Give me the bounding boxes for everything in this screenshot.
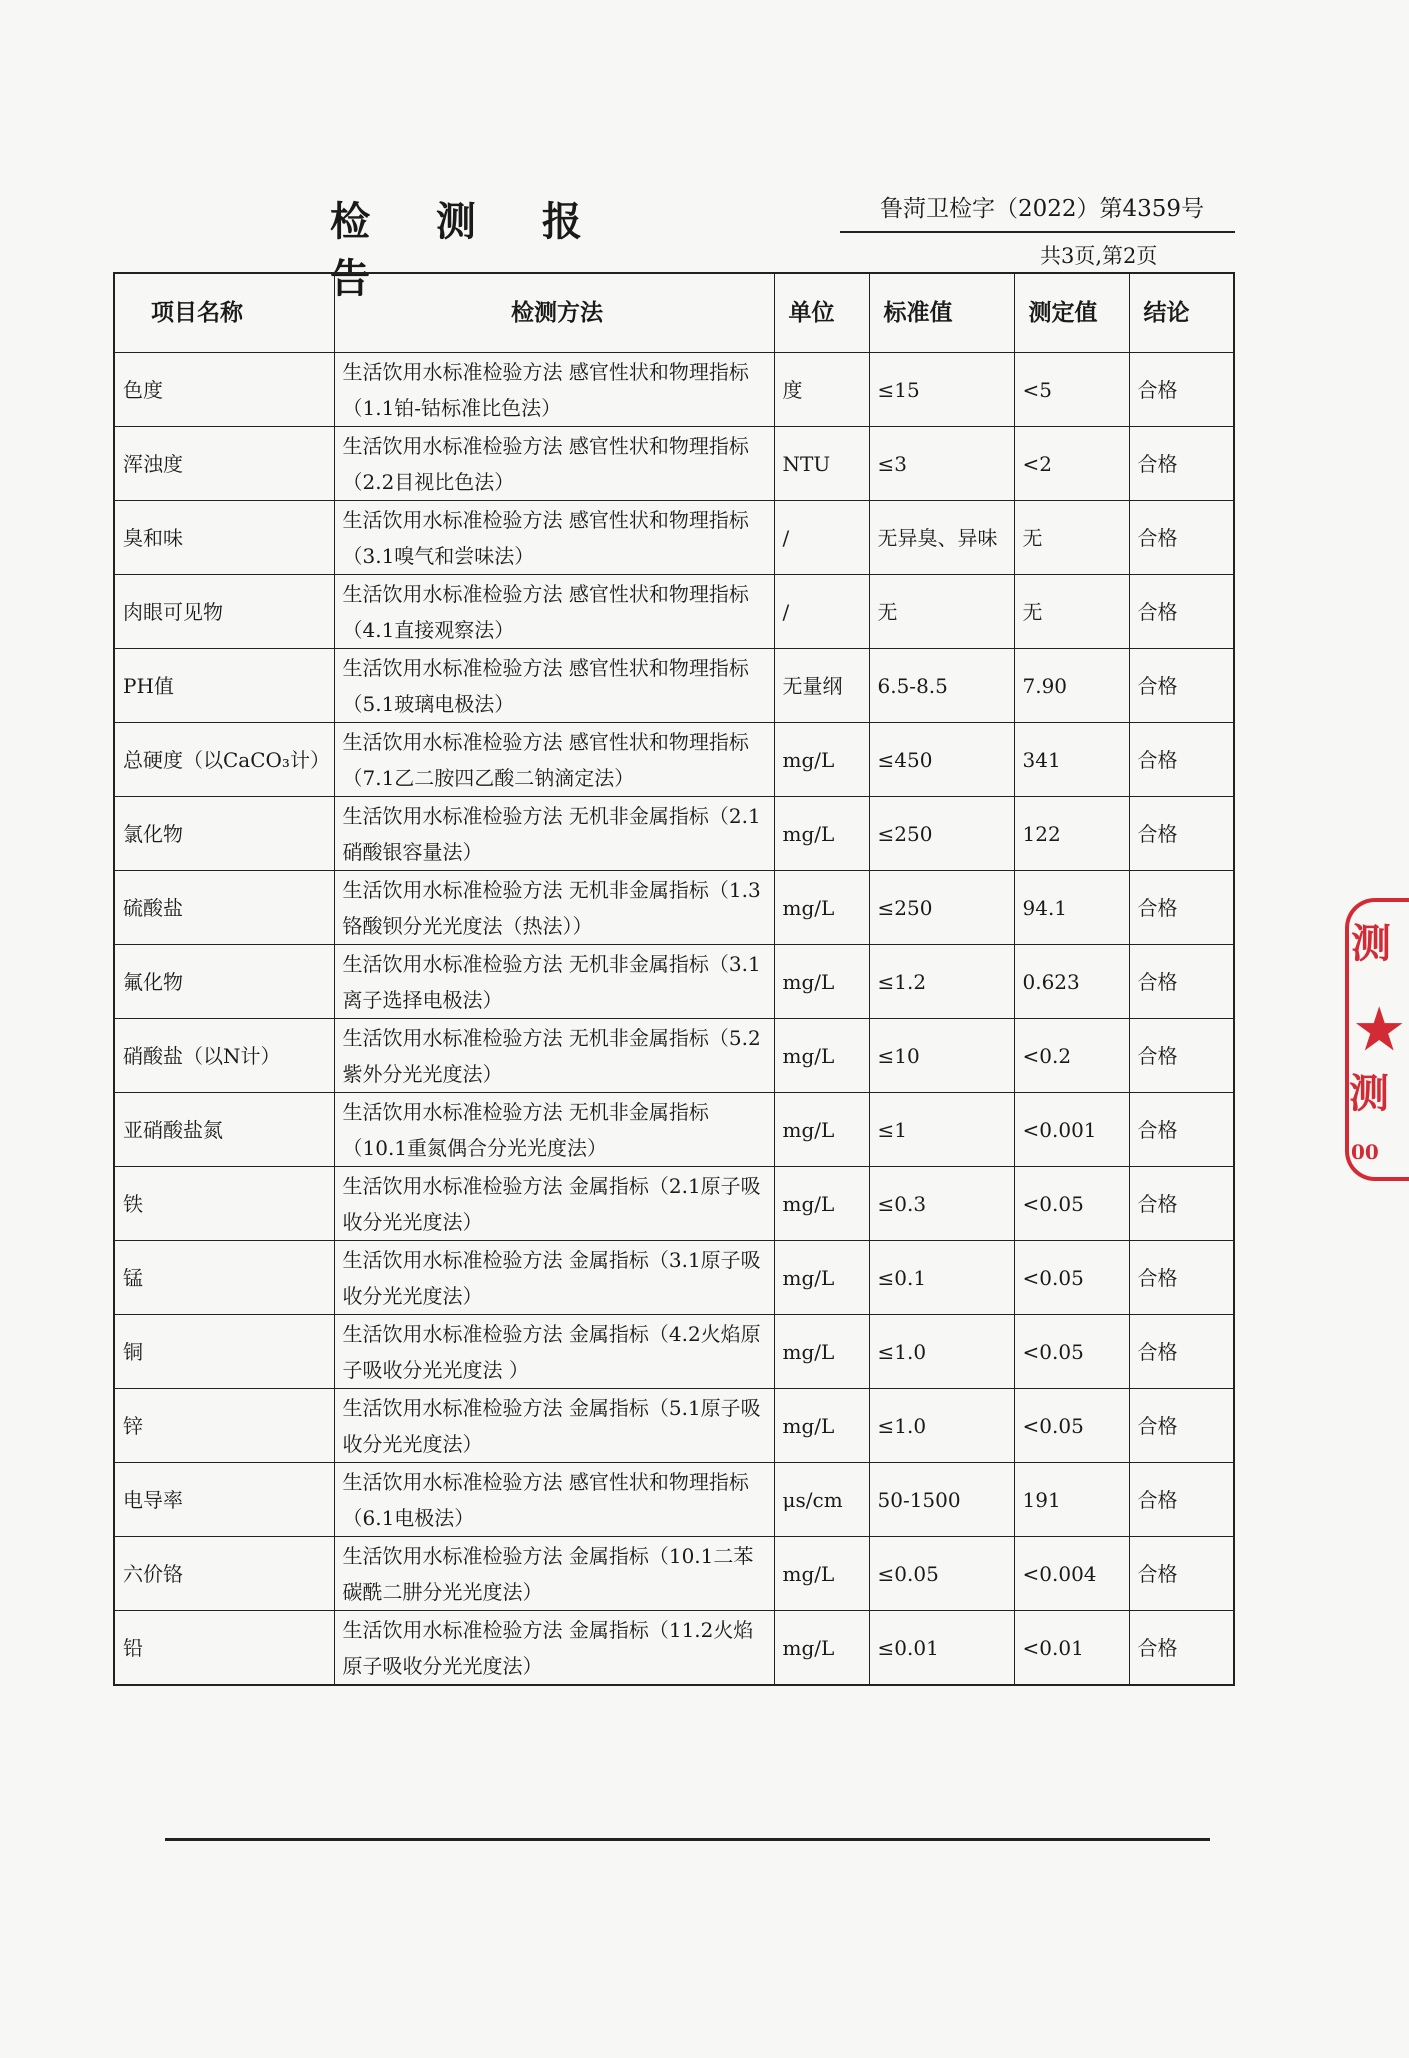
table-row xyxy=(114,1241,1234,1315)
standard-value-cell: 无 xyxy=(869,575,1014,649)
conclusion-cell: 合格 xyxy=(1129,871,1234,945)
conclusion-cell: 合格 xyxy=(1129,353,1234,427)
method-cell: 生活饮用水标准检验方法 无机非金属指标（2.1硝酸银容量法） xyxy=(334,797,774,871)
method-cell: 生活饮用水标准检验方法 无机非金属指标（3.1离子选择电极法） xyxy=(334,945,774,1019)
measured-value-cell: <0.05 xyxy=(1014,1315,1129,1389)
conclusion-cell: 合格 xyxy=(1129,1241,1234,1315)
table-row xyxy=(114,1611,1234,1686)
method-cell: 生活饮用水标准检验方法 金属指标（2.1原子吸收分光光度法） xyxy=(334,1167,774,1241)
item-name-cell: 铅 xyxy=(114,1611,334,1686)
table-row xyxy=(114,945,1234,1019)
unit-cell: mg/L xyxy=(774,797,869,871)
unit-cell: mg/L xyxy=(774,1537,869,1611)
measured-value-cell: <0.05 xyxy=(1014,1389,1129,1463)
method-cell: 生活饮用水标准检验方法 金属指标（10.1二苯碳酰二肼分光光度法） xyxy=(334,1537,774,1611)
conclusion-cell: 合格 xyxy=(1129,1167,1234,1241)
conclusion-cell: 合格 xyxy=(1129,797,1234,871)
standard-value-cell: ≤0.1 xyxy=(869,1241,1014,1315)
unit-cell: NTU xyxy=(774,427,869,501)
standard-value-cell: 50-1500 xyxy=(869,1463,1014,1537)
measured-value-cell: <0.01 xyxy=(1014,1611,1129,1686)
conclusion-cell: 合格 xyxy=(1129,427,1234,501)
standard-value-cell: ≤0.05 xyxy=(869,1537,1014,1611)
col-header-standard: 标准值 xyxy=(869,273,1014,353)
item-name-cell: 氟化物 xyxy=(114,945,334,1019)
measured-value-cell: <0.2 xyxy=(1014,1019,1129,1093)
method-cell: 生活饮用水标准检验方法 感官性状和物理指标（6.1电极法） xyxy=(334,1463,774,1537)
method-cell: 生活饮用水标准检验方法 无机非金属指标（5.2紫外分光光度法） xyxy=(334,1019,774,1093)
method-cell: 生活饮用水标准检验方法 无机非金属指标（10.1重氮偶合分光光度法） xyxy=(334,1093,774,1167)
measured-value-cell: 191 xyxy=(1014,1463,1129,1537)
unit-cell: mg/L xyxy=(774,945,869,1019)
table-row xyxy=(114,1167,1234,1241)
seal-text-mid: 测 xyxy=(1349,1070,1389,1117)
table-header-row xyxy=(114,273,1234,353)
item-name-cell: 肉眼可见物 xyxy=(114,575,334,649)
table-row xyxy=(114,649,1234,723)
page-title: 检 测 报 告 xyxy=(330,198,608,302)
conclusion-cell: 合格 xyxy=(1129,1611,1234,1686)
report-number: 鲁菏卫检字（2022）第4359号 xyxy=(880,196,1205,222)
method-cell: 生活饮用水标准检验方法 金属指标（5.1原子吸收分光光度法） xyxy=(334,1389,774,1463)
table-row xyxy=(114,723,1234,797)
standard-value-cell: ≤1.2 xyxy=(869,945,1014,1019)
standard-value-cell: ≤1.0 xyxy=(869,1389,1014,1463)
item-name-cell: 锌 xyxy=(114,1389,334,1463)
conclusion-cell: 合格 xyxy=(1129,1315,1234,1389)
unit-cell: mg/L xyxy=(774,1167,869,1241)
table-row xyxy=(114,501,1234,575)
conclusion-cell: 合格 xyxy=(1129,1019,1234,1093)
standard-value-cell: ≤3 xyxy=(869,427,1014,501)
unit-cell: mg/L xyxy=(774,1611,869,1686)
measured-value-cell: <5 xyxy=(1014,353,1129,427)
method-cell: 生活饮用水标准检验方法 金属指标（11.2火焰原子吸收分光光度法） xyxy=(334,1611,774,1686)
method-cell: 生活饮用水标准检验方法 感官性状和物理指标（3.1嗅气和尝味法） xyxy=(334,501,774,575)
standard-value-cell: ≤0.3 xyxy=(869,1167,1014,1241)
item-name-cell: 铁 xyxy=(114,1167,334,1241)
seal-text-code: 00 xyxy=(1351,1140,1379,1164)
standard-value-cell: ≤450 xyxy=(869,723,1014,797)
table-row xyxy=(114,427,1234,501)
table-row xyxy=(114,1019,1234,1093)
standard-value-cell: ≤15 xyxy=(869,353,1014,427)
measured-value-cell: <0.001 xyxy=(1014,1093,1129,1167)
unit-cell: 无量纲 xyxy=(774,649,869,723)
measured-value-cell: 7.90 xyxy=(1014,649,1129,723)
item-name-cell: PH值 xyxy=(114,649,334,723)
item-name-cell: 亚硝酸盐氮 xyxy=(114,1093,334,1167)
measured-value-cell: <0.05 xyxy=(1014,1167,1129,1241)
conclusion-cell: 合格 xyxy=(1129,1463,1234,1537)
table-row xyxy=(114,797,1234,871)
table-row xyxy=(114,1093,1234,1167)
table-row xyxy=(114,1315,1234,1389)
unit-cell: mg/L xyxy=(774,871,869,945)
table-row xyxy=(114,1389,1234,1463)
conclusion-cell: 合格 xyxy=(1129,1389,1234,1463)
standard-value-cell: ≤10 xyxy=(869,1019,1014,1093)
conclusion-cell: 合格 xyxy=(1129,501,1234,575)
method-cell: 生活饮用水标准检验方法 无机非金属指标（1.3铬酸钡分光光度法（热法）） xyxy=(334,871,774,945)
star-icon: ★ xyxy=(1355,997,1404,1061)
header-divider xyxy=(840,231,1235,233)
conclusion-cell: 合格 xyxy=(1129,945,1234,1019)
conclusion-cell: 合格 xyxy=(1129,723,1234,797)
unit-cell: mg/L xyxy=(774,1315,869,1389)
item-name-cell: 锰 xyxy=(114,1241,334,1315)
unit-cell: mg/L xyxy=(774,1019,869,1093)
conclusion-cell: 合格 xyxy=(1129,1537,1234,1611)
measured-value-cell: 94.1 xyxy=(1014,871,1129,945)
measured-value-cell: 341 xyxy=(1014,723,1129,797)
col-header-item: 项目名称 xyxy=(114,273,334,353)
table-body xyxy=(114,353,1234,1686)
table-row xyxy=(114,871,1234,945)
standard-value-cell: ≤250 xyxy=(869,797,1014,871)
measured-value-cell: 122 xyxy=(1014,797,1129,871)
unit-cell: mg/L xyxy=(774,1241,869,1315)
standard-value-cell: ≤1 xyxy=(869,1093,1014,1167)
measured-value-cell: 无 xyxy=(1014,501,1129,575)
measured-value-cell: <2 xyxy=(1014,427,1129,501)
item-name-cell: 臭和味 xyxy=(114,501,334,575)
conclusion-cell: 合格 xyxy=(1129,649,1234,723)
item-name-cell: 氯化物 xyxy=(114,797,334,871)
standard-value-cell: 无异臭、异味 xyxy=(869,501,1014,575)
item-name-cell: 硫酸盐 xyxy=(114,871,334,945)
item-name-cell: 电导率 xyxy=(114,1463,334,1537)
measured-value-cell: <0.004 xyxy=(1014,1537,1129,1611)
results-table xyxy=(113,272,1235,1686)
unit-cell: / xyxy=(774,501,869,575)
conclusion-cell: 合格 xyxy=(1129,575,1234,649)
method-cell: 生活饮用水标准检验方法 感官性状和物理指标（5.1玻璃电极法） xyxy=(334,649,774,723)
method-cell: 生活饮用水标准检验方法 金属指标（4.2火焰原子吸收分光光度法 ） xyxy=(334,1315,774,1389)
unit-cell: μs/cm xyxy=(774,1463,869,1537)
official-seal-stamp xyxy=(1345,898,1409,1181)
unit-cell: mg/L xyxy=(774,1093,869,1167)
measured-value-cell: <0.05 xyxy=(1014,1241,1129,1315)
item-name-cell: 铜 xyxy=(114,1315,334,1389)
col-header-method: 检测方法 xyxy=(334,273,774,353)
seal-text-top: 测 xyxy=(1351,920,1391,967)
item-name-cell: 色度 xyxy=(114,353,334,427)
standard-value-cell: ≤1.0 xyxy=(869,1315,1014,1389)
footer-divider xyxy=(165,1838,1210,1841)
col-header-unit: 单位 xyxy=(774,273,869,353)
item-name-cell: 浑浊度 xyxy=(114,427,334,501)
standard-value-cell: 6.5-8.5 xyxy=(869,649,1014,723)
table-row xyxy=(114,575,1234,649)
table-row xyxy=(114,1463,1234,1537)
method-cell: 生活饮用水标准检验方法 感官性状和物理指标（2.2目视比色法） xyxy=(334,427,774,501)
standard-value-cell: ≤0.01 xyxy=(869,1611,1014,1686)
measured-value-cell: 0.623 xyxy=(1014,945,1129,1019)
item-name-cell: 总硬度（以CaCO₃计） xyxy=(114,723,334,797)
unit-cell: mg/L xyxy=(774,723,869,797)
table-row xyxy=(114,353,1234,427)
standard-value-cell: ≤250 xyxy=(869,871,1014,945)
unit-cell: / xyxy=(774,575,869,649)
measured-value-cell: 无 xyxy=(1014,575,1129,649)
unit-cell: mg/L xyxy=(774,1389,869,1463)
col-header-conclusion: 结论 xyxy=(1129,273,1234,353)
page-indicator: 共3页,第2页 xyxy=(1040,244,1158,268)
item-name-cell: 六价铬 xyxy=(114,1537,334,1611)
col-header-measured: 测定值 xyxy=(1014,273,1129,353)
unit-cell: 度 xyxy=(774,353,869,427)
item-name-cell: 硝酸盐（以N计） xyxy=(114,1019,334,1093)
method-cell: 生活饮用水标准检验方法 金属指标（3.1原子吸收分光光度法） xyxy=(334,1241,774,1315)
table-row xyxy=(114,1537,1234,1611)
method-cell: 生活饮用水标准检验方法 感官性状和物理指标（7.1乙二胺四乙酸二钠滴定法） xyxy=(334,723,774,797)
conclusion-cell: 合格 xyxy=(1129,1093,1234,1167)
method-cell: 生活饮用水标准检验方法 感官性状和物理指标（1.1铂-钴标准比色法） xyxy=(334,353,774,427)
method-cell: 生活饮用水标准检验方法 感官性状和物理指标（4.1直接观察法） xyxy=(334,575,774,649)
